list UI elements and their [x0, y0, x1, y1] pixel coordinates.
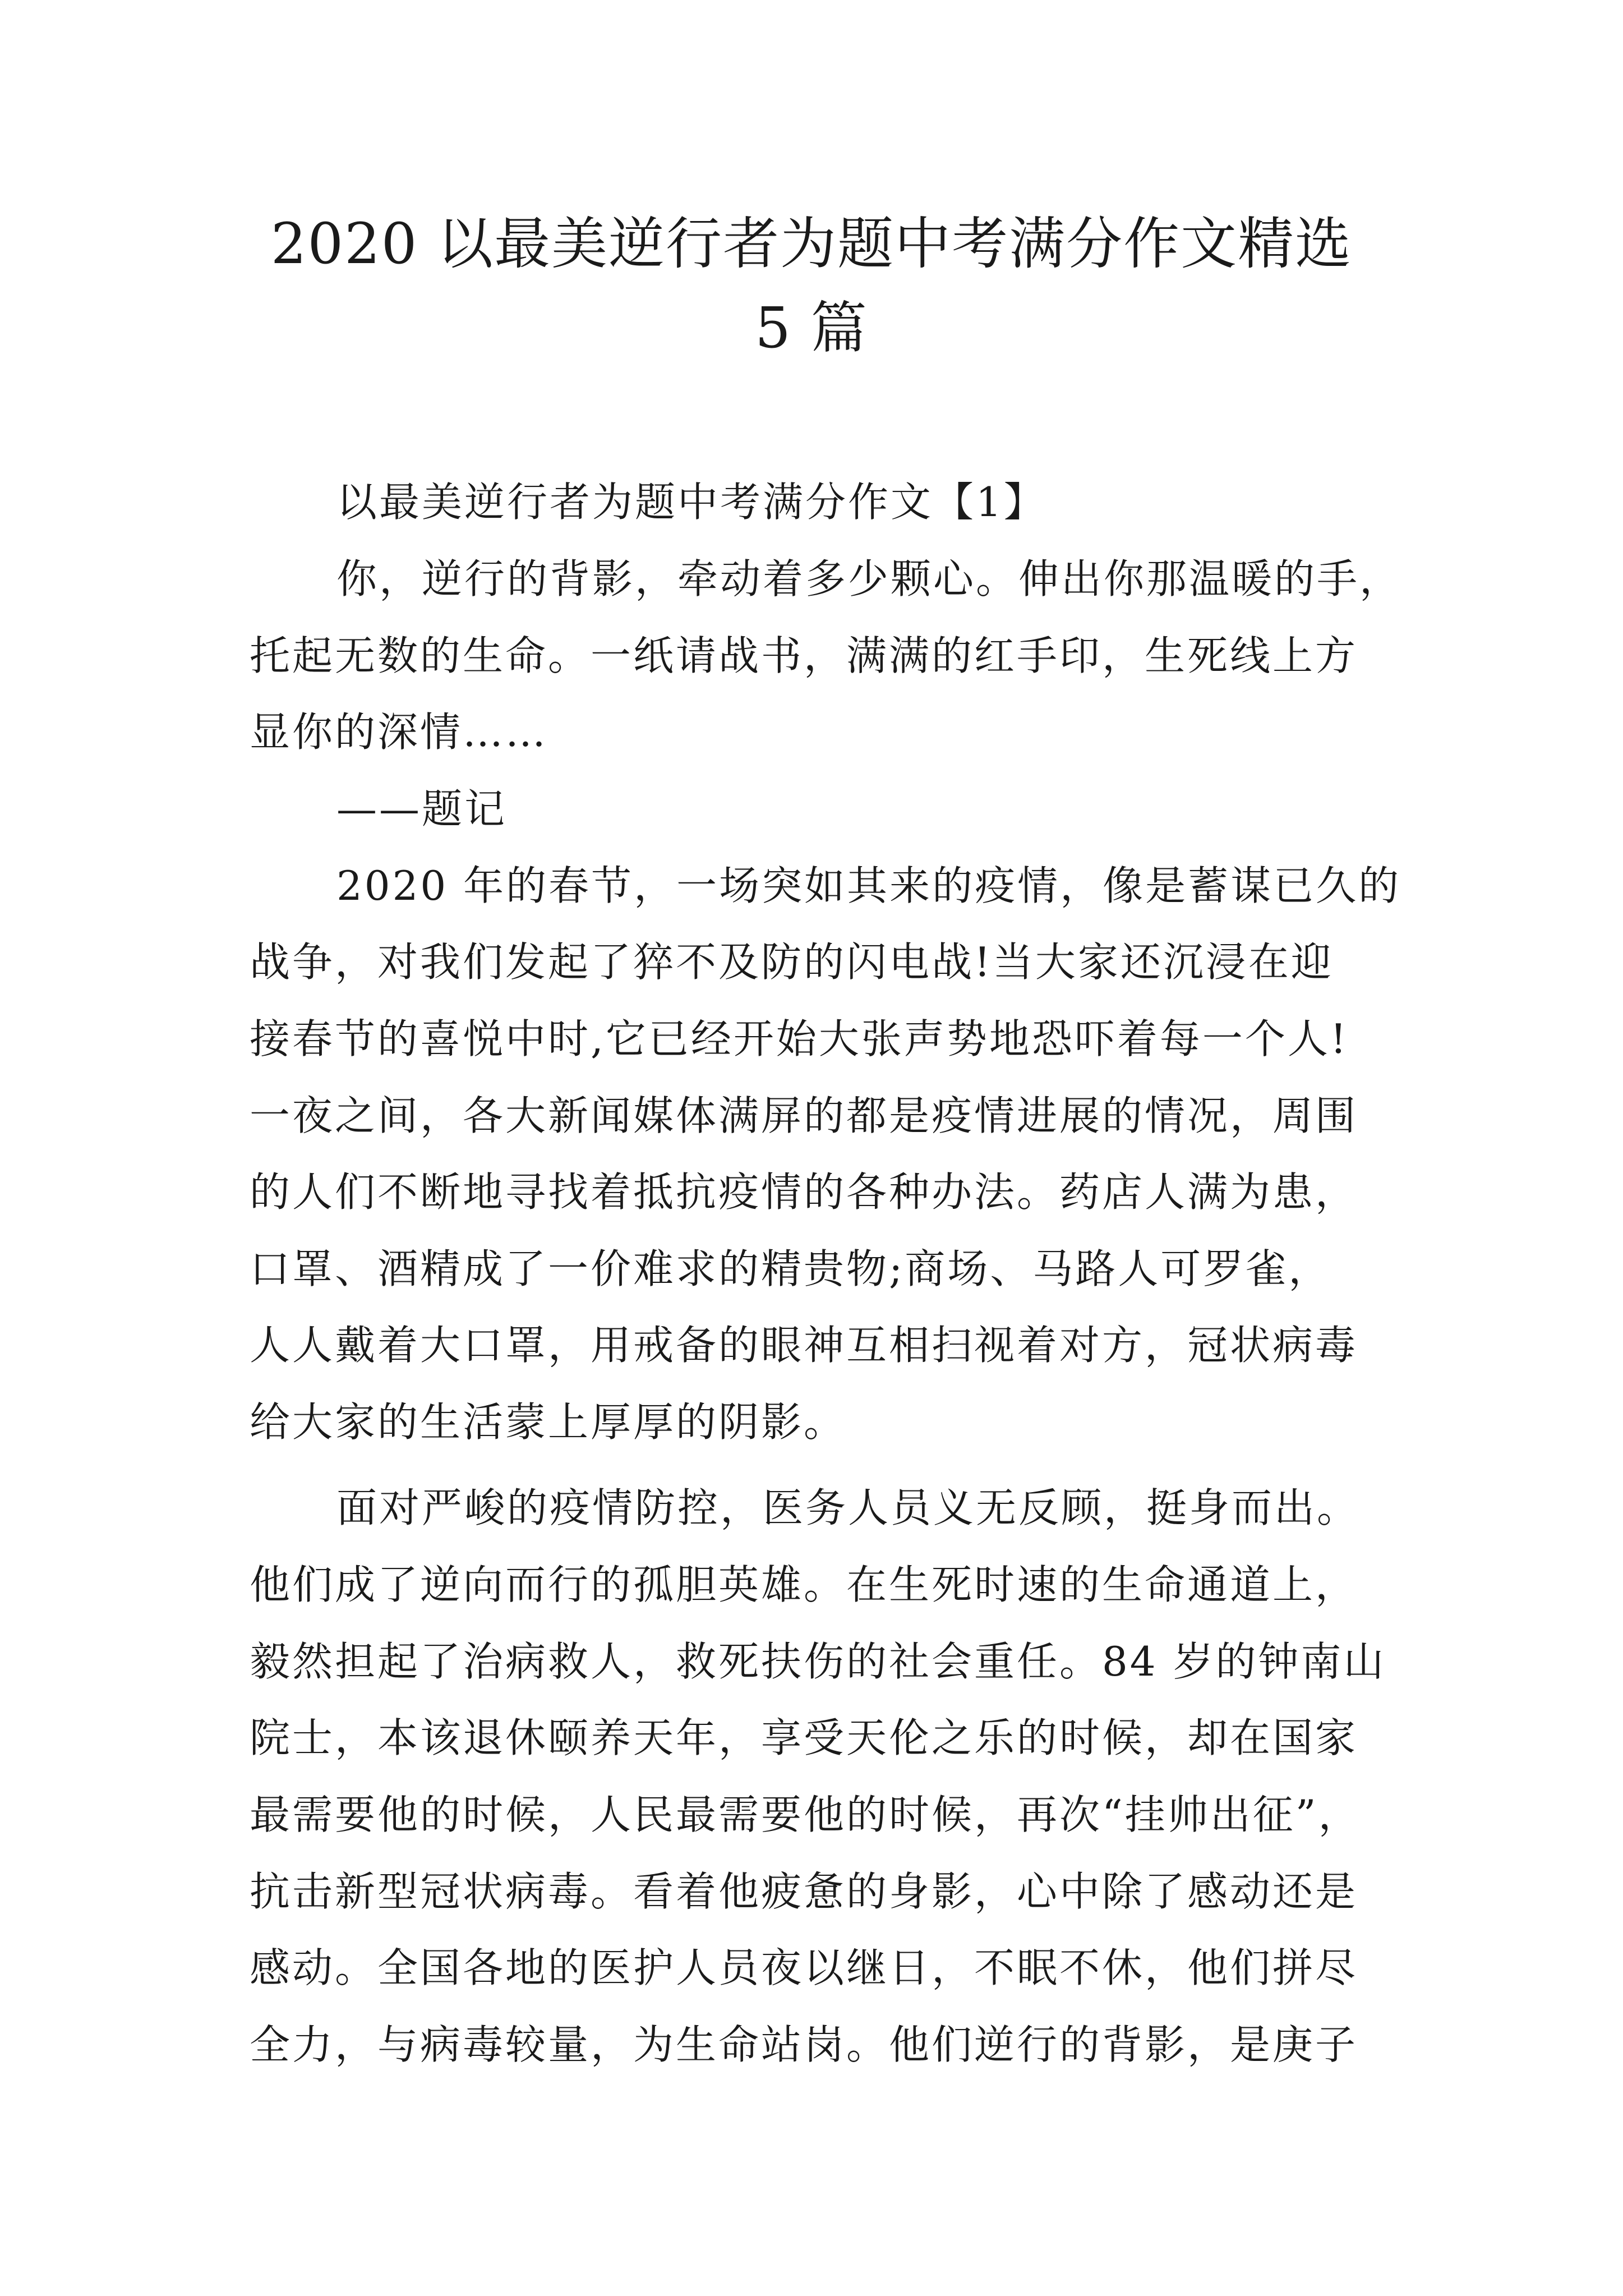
paragraph-1-line: 口罩、酒精成了一价难求的精贵物;商场、马路人可罗雀，: [250, 1245, 1331, 1292]
paragraph-1-line: 给大家的生活蒙上厚厚的阴影。: [250, 1398, 847, 1446]
intro-line: 托起无数的生命。一纸请战书，满满的红手印，生死线上方: [250, 632, 1358, 679]
paragraph-2-line: 抗击新型冠状病毒。看着他疲惫的身影，心中除了感动还是: [250, 1868, 1358, 1915]
paragraph-1-line: 的人们不断地寻找着抵抗疫情的各种办法。药店人满为患，: [250, 1168, 1358, 1216]
paragraph-2-line: 毅然担起了治病救人，救死扶伤的社会重任。84 岁的钟南山: [250, 1638, 1386, 1685]
paragraph-2-line: 他们成了逆向而行的孤胆英雄。在生死时速的生命通道上，: [250, 1561, 1358, 1608]
document-title-line-2: 5 篇: [755, 295, 868, 361]
paragraph-2-line: 感动。全国各地的医护人员夜以继日，不眠不休，他们拼尽: [250, 1944, 1358, 1991]
document-title-line-1: 2020 以最美逆行者为题中考满分作文精选: [270, 211, 1353, 277]
section-heading: 以最美逆行者为题中考满分作文【1】: [336, 478, 1046, 526]
paragraph-1-line: 2020 年的春节，一场突如其来的疫情，像是蓄谋已久的: [336, 862, 1401, 909]
epigraph-attribution: ——题记: [336, 785, 508, 832]
paragraph-2-line: 面对严峻的疫情防控，医务人员义无反顾，挺身而出。: [336, 1484, 1360, 1531]
paragraph-1-line: 一夜之间，各大新闻媒体满屏的都是疫情进展的情况，周围: [250, 1092, 1358, 1139]
paragraph-2-line: 院士，本该退休颐养天年，享受天伦之乐的时候，却在国家: [250, 1714, 1358, 1761]
paragraph-2-line: 最需要他的时候，人民最需要他的时候，再次“挂帅出征”，: [250, 1791, 1361, 1838]
paragraph-1-line: 接春节的喜悦中时,它已经开始大张声势地恐吓着每一个人!: [250, 1015, 1349, 1062]
intro-line: 显你的深情……: [250, 708, 548, 756]
paragraph-1-line: 战争，对我们发起了猝不及防的闪电战!当大家还沉浸在迎: [250, 938, 1334, 986]
paragraph-1-line: 人人戴着大口罩，用戒备的眼神互相扫视着对方，冠状病毒: [250, 1322, 1358, 1369]
intro-line: 你，逆行的背影，牵动着多少颗心。伸出你那温暖的手，: [336, 555, 1403, 602]
paragraph-2-line: 全力，与病毒较量，为生命站岗。他们逆行的背影，是庚子: [250, 2021, 1358, 2068]
